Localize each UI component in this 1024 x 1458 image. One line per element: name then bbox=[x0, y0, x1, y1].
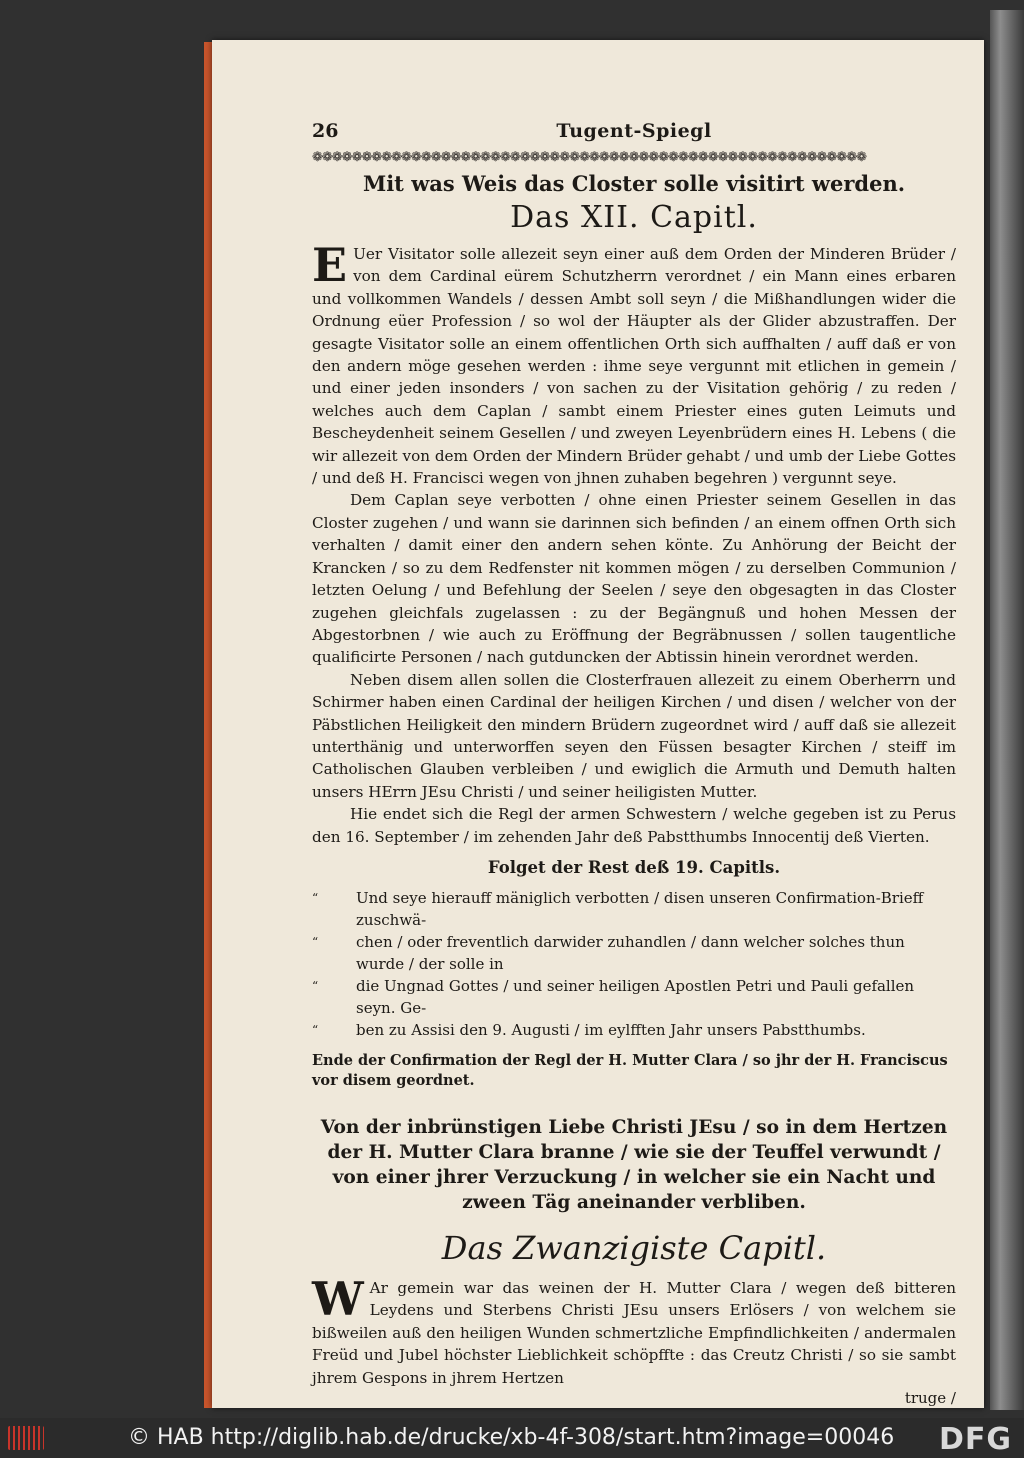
quote-text: chen / oder freventlich darwider zuhandlen / dann welcher solches thun wurde / der solle in bbox=[356, 932, 905, 973]
ornament-rule: ❁❁❁❁❁❁❁❁❁❁❁❁❁❁❁❁❁❁❁❁❁❁❁❁❁❁❁❁❁❁❁❁❁❁❁❁❁❁❁❁❁❁❁❁❁❁❁❁❁❁❁❁❁❁❁❁ bbox=[312, 150, 866, 165]
quote-mark: “ bbox=[312, 1022, 319, 1037]
quote-text: ben zu Assisi den 9. Augusti / im eylfften Jahr unsers Pabstthumbs. bbox=[356, 1020, 866, 1039]
adjacent-page-edge bbox=[990, 10, 1024, 1410]
paragraph-text: Ar gemein war das weinen der H. Mutter Clara / wegen deß bitteren Leydens und Sterbens Christi JEsu unsers Erlösers / von welchem sie bißweilen auß den heiligen Wunden schmertzliche Empfindlichkeiten / andermalen Freüd und Jubel höchster Lieblichkeit schöpffte : das Creutz Christi / so sie sambt jhrem Gespons in jhrem Hertzen bbox=[312, 1278, 956, 1387]
chapter-paragraph bbox=[312, 1271, 956, 1389]
quote-text: Und seye hierauff mäniglich verbotten / disen unseren Confirmation-Brieff zuschwä- bbox=[356, 888, 924, 929]
chapter-paragraph: Hie endet sich die Regl der armen Schwestern / welche gegeben ist zu Perus den 16. September / im zehenden Jahr deß Pabstthumbs Innocentij deß Vierten. bbox=[312, 805, 956, 846]
quote-text: die Ungnad Gottes / und seiner heiligen Apostlen Petri und Pauli gefallen seyn. Ge- bbox=[356, 976, 915, 1017]
paragraph-text: Uer Visitator solle allezeit seyn einer auß dem Orden der Minderen Brüder / von dem Cardinal eürem Schutzherrn verordnet / ein Mann eines erbaren und vollkommen Wandels / dessen Ambt soll seyn / die Mißhandlungen wider die Ordnung eüer Profession / so wol der Häupter als der Glider abzustraffen. Der gesagte Visitator solle an einem offentlichen Orth sich auffhalten / auff daß er von den andern möge gesehen werden : ihme seye vergunnt mit etlichen in gemein / und einer jeden insonders / von sachen zu der Visitation gehörig / zu reden / welches auch dem Caplan / sambt einem Priester eines guten Leimuts und Bescheydenheit seinem Gesellen / und zweyen Leyenbrüdern eines H. Lebens ( die wir allezeit von dem Orden der Mindern Brüder gehabt / und umb der Liebe Gottes / und deß H. Francisci wegen von jhnen zuhaben begehren ) vergunnt seye. bbox=[312, 245, 956, 488]
chapter-summary-heading: Von der inbrünstigen Liebe Christi JEsu / so in dem Hertzen der H. Mutter Clara branne / wie sie der Teuffel verwundt / von einer jhrer Verzuckung / in welcher sie ein Nacht und zween Täg aneinander verbliben. bbox=[320, 1116, 948, 1213]
quote-mark: “ bbox=[312, 890, 319, 905]
quote-line bbox=[312, 931, 956, 975]
page-number: 26 bbox=[312, 120, 339, 142]
drop-capital: E bbox=[312, 238, 348, 292]
quote-mark: “ bbox=[312, 934, 319, 949]
page-content bbox=[312, 120, 956, 1407]
quote-mark: “ bbox=[312, 978, 319, 993]
chapter-paragraph bbox=[312, 238, 956, 489]
quote-line bbox=[312, 975, 956, 1019]
running-title: Tugent-Spiegl bbox=[556, 120, 712, 142]
quoted-block bbox=[312, 887, 956, 1041]
chapter-title: Das XII. Capitl. bbox=[510, 200, 758, 235]
section-heading: Folget der Rest deß 19. Capitls. bbox=[487, 857, 781, 877]
chapter-paragraph: Dem Caplan seye verbotten / ohne einen Priester seinem Gesellen in das Closter zugehen / und wann sie darinnen sich befinden / an einem offnen Orth sich verhalten / damit einer den andern sehen könte. Zu Anhörung der Beicht der Krancken / so zu dem Redfenster nit kommen mögen / zu derselben Communion / letzten Oelung / und Befehlung der Seelen / seye den obgesagten in das Closter zugehen gleichfals zugelassen : zu der Begängnuß und hohen Messen der Abgestorbnen / wie auch zu Eröffnung der Begräbnussen / sollen taugentliche qualificirte Personen / nach gutduncken der Abtissin hinein verordnet werden. bbox=[312, 491, 956, 667]
source-link[interactable]: © HAB http://diglib.hab.de/drucke/xb-4f-308/start.htm?image=00046 bbox=[128, 1425, 895, 1450]
end-note: Ende der Confirmation der Regl der H. Mutter Clara / so jhr der H. Franciscus vor disem geordnet. bbox=[312, 1051, 948, 1089]
chapter-title: Das Zwanzigiste Capitl. bbox=[441, 1228, 827, 1267]
viewer-footer bbox=[0, 1418, 1024, 1458]
running-head bbox=[312, 120, 956, 146]
catchword: truge / bbox=[904, 1389, 956, 1407]
drop-capital: W bbox=[312, 1271, 364, 1326]
book-page bbox=[212, 40, 984, 1408]
library-logo-icon bbox=[8, 1426, 44, 1450]
quote-line bbox=[312, 887, 956, 931]
chapter-paragraph: Neben disem allen sollen die Closterfrauen allezeit zu einem Oberherrn und Schirmer haben einen Cardinal der heiligen Kirchen / und disen / welcher von der Päbstlichen Heiligkeit den mindern Brüdern zugeordnet wird / auff daß sie allezeit unterthänig und unterworffen seyen den Füssen besagter Kirchen / steiff im Catholischen Glauben verbleiben / und ewiglich die Armuth und Demuth halten unsers HErrn JEsu Christi / und seiner heiligisten Mutter. bbox=[312, 670, 956, 801]
dfg-logo: DFG bbox=[938, 1422, 1012, 1457]
quote-line bbox=[312, 1019, 956, 1041]
section-heading: Mit was Weis das Closter solle visitirt werden. bbox=[362, 171, 906, 196]
